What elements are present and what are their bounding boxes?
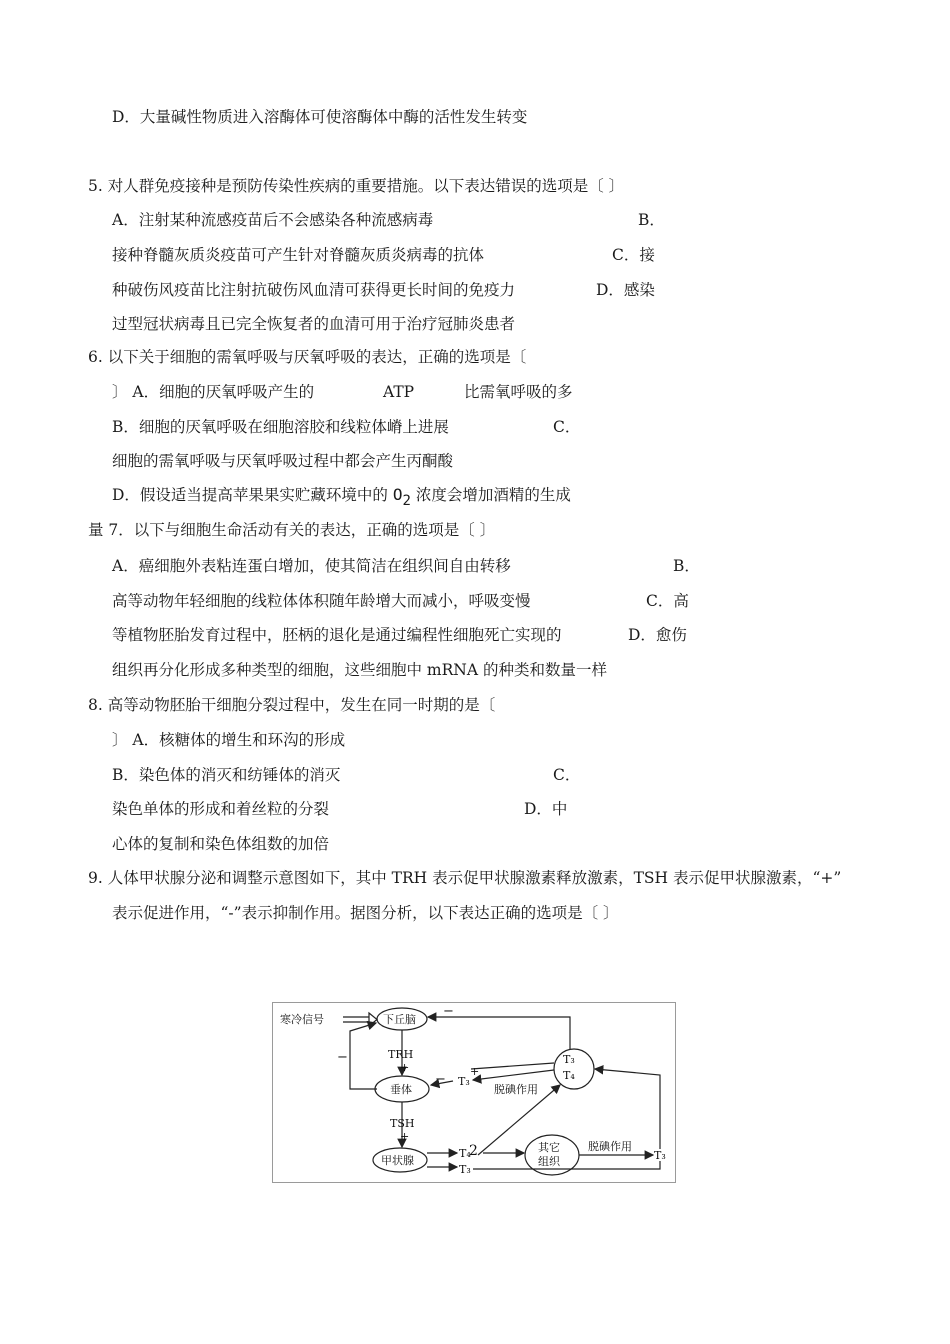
- left-feedback-line: [350, 1023, 377, 1089]
- t4-mid-label: T₄: [459, 1147, 471, 1160]
- q8-option-d-label: D．中: [524, 800, 568, 818]
- right-loop-line: [595, 1069, 660, 1149]
- t3-bottom-label: T₃: [459, 1163, 471, 1176]
- q5-option-c-text: 种破伤风疫苗比注射抗破伤风血清可获得更长时间的免疫力: [112, 281, 516, 299]
- circle-t3-label: T₃: [563, 1053, 575, 1066]
- thyroid-label: 甲状腺: [381, 1154, 414, 1167]
- q5-stem: 5. 对人群免疫接种是预防传染性疾病的重要措施。以下表达错误的选项是〔 〕: [88, 177, 625, 195]
- tsh-label: TSH: [390, 1117, 415, 1130]
- q6-option-d: [112, 485, 571, 511]
- q7-option-c-text: 等植物胚胎发育过程中，胚柄的退化是通过编程性细胞死亡实现的: [112, 626, 562, 644]
- q6-option-c-text: 细胞的需氧呼吸与厌氧呼吸过程中都会产生丙酮酸: [112, 452, 454, 470]
- other-tissue-label-1: 其它: [538, 1141, 560, 1154]
- q7-option-d-label: D．愈伤: [628, 626, 687, 644]
- pituitary-label: 垂体: [390, 1083, 412, 1096]
- q7-option-b-label: B．: [673, 557, 700, 575]
- left-minus-sign: −: [337, 1050, 348, 1065]
- q7-option-a: A．癌细胞外表粘连蛋白增加，使其简洁在组织间自由转移: [112, 557, 511, 575]
- q8-option-c-text: 染色单体的形成和着丝粒的分裂: [112, 800, 330, 818]
- t3-center-label: T₃: [458, 1075, 470, 1088]
- q5-option-c-label: C．接: [612, 246, 655, 264]
- circle-to-pituitary-line: [471, 1063, 554, 1069]
- q9-stem: 9. 人体甲状腺分泌和调整示意图如下，其中 TRH 表示促甲状腺激素释放激素，TSH 表示促甲状腺激素，“+”: [88, 869, 842, 887]
- t3-right-label: T₃: [654, 1149, 666, 1162]
- deiodination-label-1: 脱碘作用: [494, 1083, 538, 1096]
- q5-option-d-text: 过型冠状病毒且已完全恢复者的血清可用于治疗冠肺炎患者: [112, 315, 516, 333]
- q6-option-d-o2: [392, 485, 411, 509]
- cold-signal-arrow: [343, 1017, 371, 1022]
- pituitary-minus-sign: −: [435, 1072, 446, 1087]
- trh-label: TRH: [388, 1048, 414, 1061]
- bottom-t3-line: [473, 1161, 660, 1169]
- hypothalamus-label: 下丘脑: [383, 1013, 416, 1026]
- q8-option-d-text: 心体的复制和染色体组数的加倍: [112, 835, 330, 853]
- top-minus-sign: −: [443, 1004, 454, 1019]
- q8-option-c-label: C．: [553, 766, 581, 784]
- q5-option-a: A．注射某种流感疫苗后不会感染各种流感病毒: [112, 211, 434, 229]
- q6-option-d-o: O: [392, 485, 403, 504]
- q7-stem: 量 7．以下与细胞生命活动有关的表达，正确的选项是〔 〕: [88, 521, 496, 539]
- circle-t4-label: T₄: [563, 1069, 575, 1082]
- q7-option-c-label: C．高: [646, 592, 689, 610]
- q5-option-d-label: D．感染: [596, 281, 655, 299]
- q7-option-d-text: 组织再分化形成多种类型的细胞，这些细胞中 mRNA 的种类和数量一样: [112, 661, 607, 679]
- other-tissue-label-2: 组织: [538, 1155, 560, 1168]
- q6-option-d-start: D．假设适当提高苹果果实贮藏环境中的: [112, 486, 388, 504]
- tsh-plus: +: [400, 1130, 410, 1143]
- q6-stem: 6. 以下关于细胞的需氧呼吸与厌氧呼吸的表达，正确的选项是〔: [88, 348, 527, 366]
- q4-option-d: D．大量碱性物质进入溶酶体可使溶酶体中酶的活性发生转变: [112, 108, 528, 126]
- q6-option-d-end: 浓度会增加酒精的生成: [415, 486, 571, 504]
- thyroid-circle-plus: +: [470, 1065, 480, 1078]
- q6-option-a-atp: ATP: [383, 383, 415, 401]
- q7-option-b-text: 高等动物年轻细胞的线粒体体积随年龄增大而减小，呼吸变慢: [112, 592, 531, 610]
- q6-option-b: B．细胞的厌氧呼吸在细胞溶胶和线粒体嵴上进展: [112, 418, 449, 436]
- q6-option-a-end: 比需氧呼吸的多: [464, 383, 573, 401]
- top-feedback-line: [428, 1017, 570, 1049]
- circle-to-t3-line: [473, 1070, 554, 1080]
- number-2-label: 2: [469, 1143, 478, 1159]
- q8-stem: 8. 高等动物胚胎干细胞分裂过程中，发生在同一时期的是〔: [88, 696, 496, 714]
- q5-option-b-label: B．: [638, 211, 665, 229]
- q5-option-b-text: 接种脊髓灰质炎疫苗可产生针对脊髓灰质炎病毒的抗体: [112, 246, 485, 264]
- deiodination-label-2: 脱碘作用: [588, 1140, 632, 1153]
- q9-stem-line2: 表示促进作用，“-”表示抑制作用。据图分析，以下表达正确的选项是〔 〕: [112, 904, 619, 922]
- q6-option-d-o2-sub: 2: [402, 493, 411, 509]
- cold-signal-label: 寒冷信号: [280, 1013, 324, 1026]
- q6-option-a: 〕 A．细胞的厌氧呼吸产生的: [112, 383, 315, 401]
- q6-option-c-label: C．: [553, 418, 581, 436]
- q8-option-b: B．染色体的消灭和纺锤体的消灭: [112, 766, 341, 784]
- trh-plus: +: [400, 1061, 410, 1074]
- thyroid-regulation-figure: [272, 1002, 676, 1183]
- q8-option-a: 〕 A．核糖体的增生和环沟的形成: [112, 731, 346, 749]
- diagram-canvas: [273, 1003, 677, 1184]
